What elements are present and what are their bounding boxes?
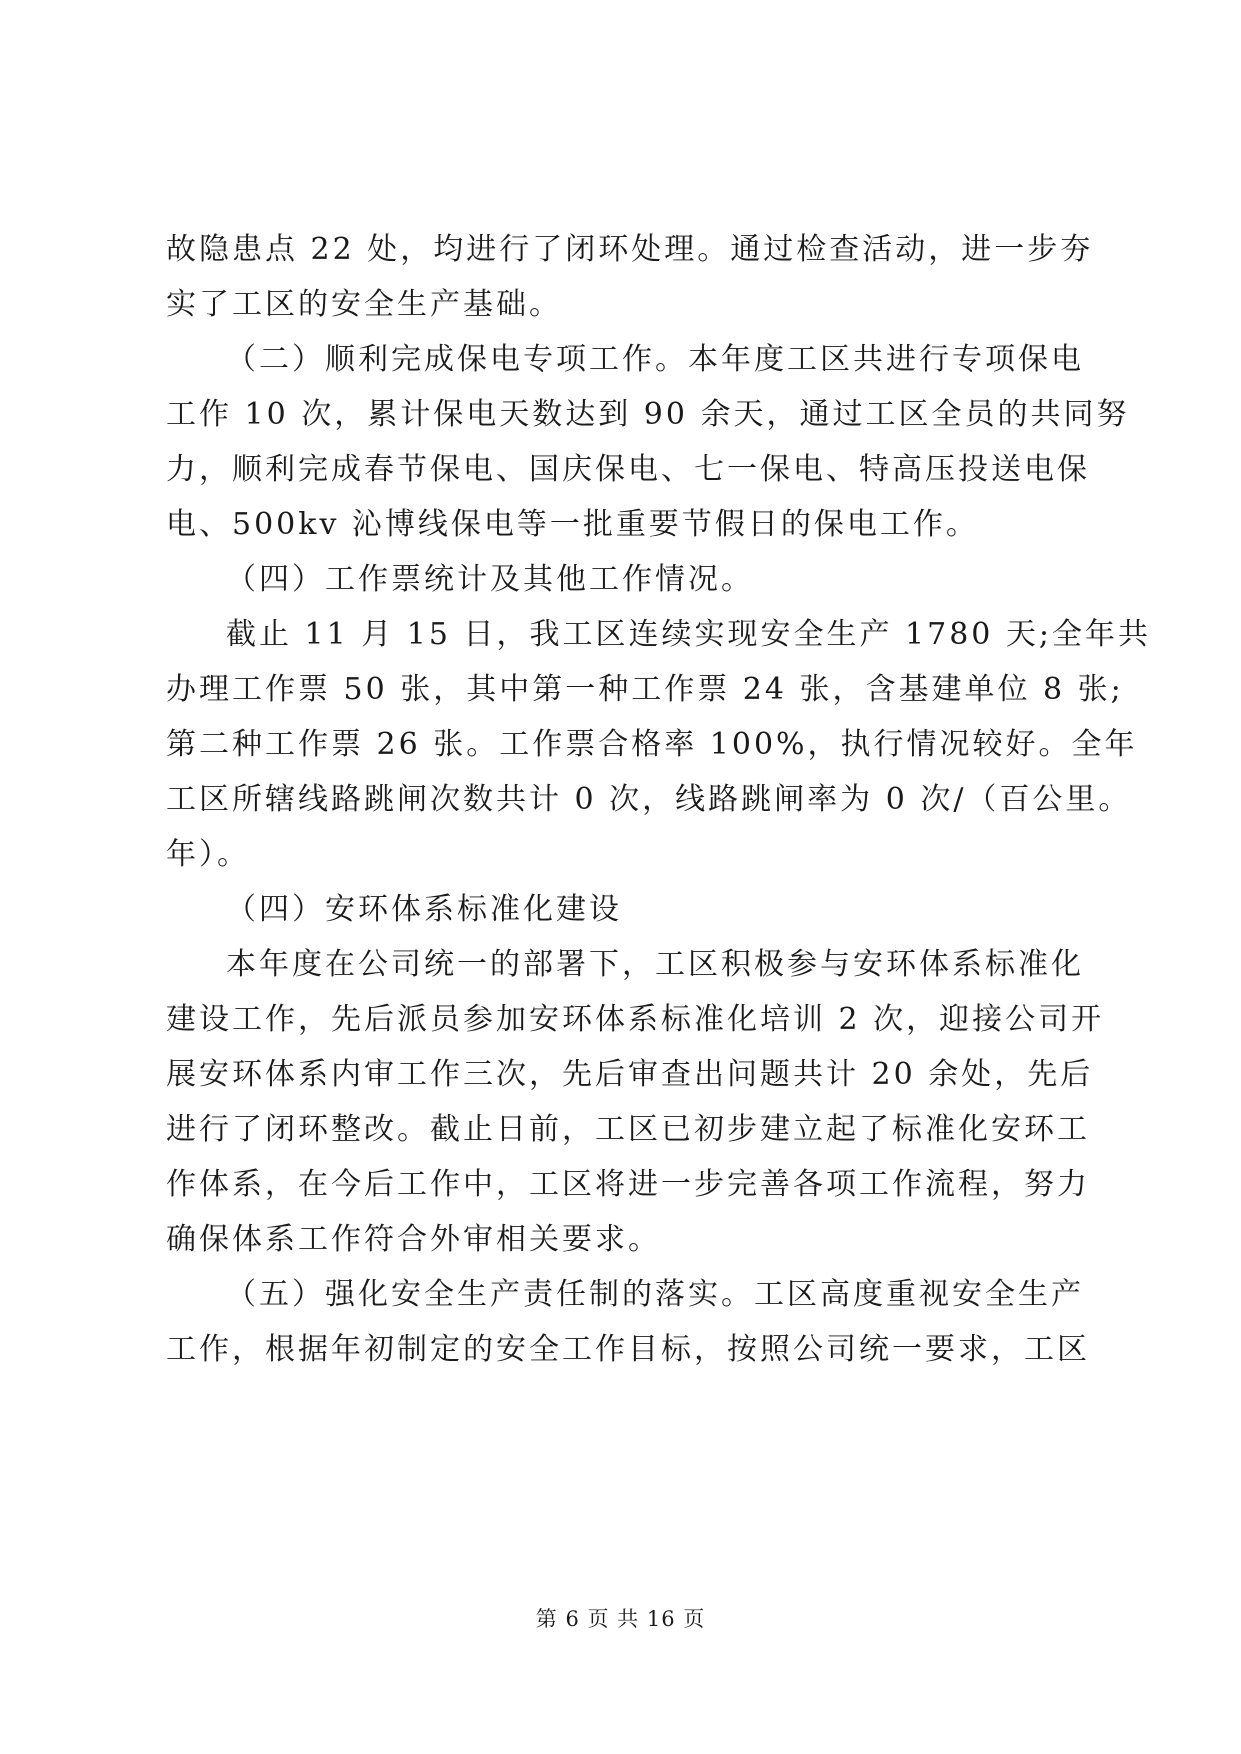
text-line: 进行了闭环整改。截止日前，工区已初步建立起了标准化安环工: [166, 1112, 1090, 1147]
text-line: 确保体系工作符合外审相关要求。: [166, 1222, 661, 1257]
text-line: 故隐患点 22 处，均进行了闭环处理。通过检查活动，进一步夯: [166, 232, 1094, 267]
text-line: 建设工作，先后派员参加安环体系标准化培训 2 次，迎接公司开: [166, 1002, 1105, 1037]
text-line: （二）顺利完成保电专项工作。本年度工区共进行专项保电: [226, 342, 1084, 377]
text-line: 电、500kv 沁博线保电等一批重要节假日的保电工作。: [166, 507, 979, 542]
text-line: （五）强化安全生产责任制的落实。工区高度重视安全生产: [226, 1277, 1084, 1312]
text-line: 年）。: [166, 837, 250, 872]
text-line: 作体系，在今后工作中，工区将进一步完善各项工作流程，努力: [166, 1167, 1090, 1202]
text-line: 本年度在公司统一的部署下，工区积极参与安环体系标准化: [226, 947, 1084, 982]
text-line: 工作，根据年初制定的安全工作目标，按照公司统一要求，工区: [166, 1332, 1090, 1367]
text-line: 力，顺利完成春节保电、国庆保电、七一保电、特高压投送电保: [166, 452, 1090, 487]
text-line: 办理工作票 50 张，其中第一种工作票 24 张，含基建单位 8 张;: [166, 672, 1124, 707]
text-line: 展安环体系内审工作三次，先后审查出问题共计 20 余处，先后: [166, 1057, 1094, 1092]
text-line: 工区所辖线路跳闸次数共计 0 次，线路跳闸率为 0 次/（百公里。: [166, 782, 1132, 817]
text-line: （四）安环体系标准化建设: [226, 892, 622, 927]
page-number-footer: 第 6 页 共 16 页: [535, 1607, 706, 1631]
text-line: 第二种工作票 26 张。工作票合格率 100%，执行情况较好。全年: [166, 727, 1138, 762]
text-line: 工作 10 次，累计保电天数达到 90 余天，通过工区全员的共同努: [166, 397, 1130, 432]
text-line: （四）工作票统计及其他工作情况。: [226, 562, 754, 597]
text-line: 实了工区的安全生产基础。: [166, 287, 562, 322]
text-line: 截止 11 月 15 日，我工区连续实现安全生产 1780 天;全年共: [226, 617, 1152, 652]
